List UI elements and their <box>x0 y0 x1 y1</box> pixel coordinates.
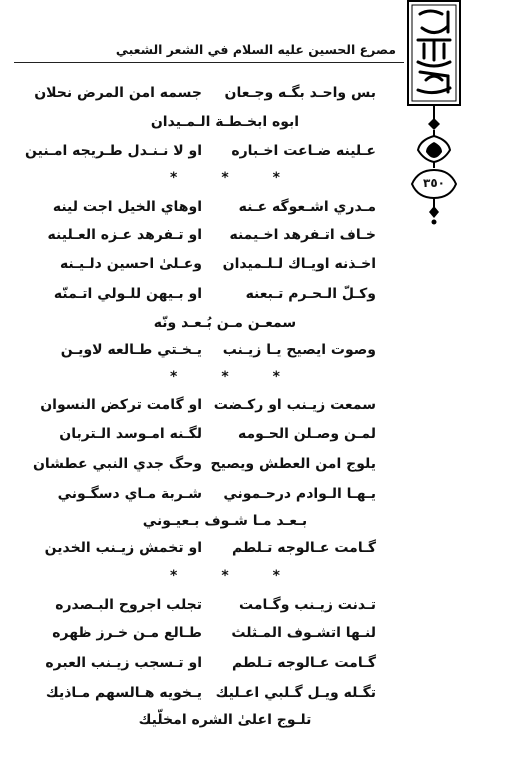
verse-line-center: سمعـن مـن بُـعـد ونّه <box>153 315 297 331</box>
ornament-graphic <box>402 0 466 230</box>
verse-line-left: يـخويه هـالسهم مـاذيك <box>45 685 202 701</box>
verse-line-left: او تـفرهد عـزه العـلينه <box>47 227 202 243</box>
separator-star: * <box>170 568 178 584</box>
verse-line-center: بـعـد مـا شـوف بـعيـوني <box>142 513 308 529</box>
verse-line-right: وصوت ايصيح يـا زيـنب <box>222 342 376 358</box>
page-number: ٣٥٠ <box>423 176 445 190</box>
verse-line-center: ابوه ابخـطـة الـمـيدان <box>150 114 300 130</box>
verse-line-right: بس واحـد بگـه وجـعان <box>224 85 376 101</box>
verse-line-right: مـدري اشـعوگه عـنه <box>238 199 376 215</box>
verse-line-left: تجلب اجروح البـصدره <box>55 597 202 613</box>
verse-line-left: شـربة مـاي دسگـوني <box>57 486 202 502</box>
separator-star: * <box>170 369 178 385</box>
verse-line-right: يلوج امن العطش ويصيح <box>210 456 376 472</box>
verse-line-left: جسمه امن المرض نحلان <box>34 85 202 101</box>
verse-line-right: سمعت زيـنب او ركـضت <box>213 397 376 413</box>
verse-line-right: لمـن وصـلن الحـومه <box>238 426 376 442</box>
separator-star: * <box>221 568 229 584</box>
verse-line-right: تـدنت زيـنب وگـامت <box>239 597 376 613</box>
header-divider <box>14 62 404 63</box>
verse-line-right: خـاف اتـفرهد اخـيمنه <box>229 227 376 243</box>
verse-line-left: وعـلىٰ احسين دلـيـنه <box>59 256 202 272</box>
verse-line-left: او تـسجب زيـنب العبره <box>45 655 202 671</box>
separator-star: * <box>221 170 229 186</box>
separator-star: * <box>170 170 178 186</box>
stanza-separator <box>170 566 280 586</box>
verse-line-left: طـالع مـن خـرز ظهره <box>52 625 202 641</box>
verse-line-right: وكـلّ الـحـرم تـبعنه <box>245 286 376 302</box>
verse-line-right: يـهـا الـوادم درحـموني <box>223 486 376 502</box>
verse-line-right: گـامت عـالوجه تـلطم <box>231 540 376 556</box>
page-header-title: مصرع الحسين عليه السلام في الشعر الشعبي <box>115 42 396 57</box>
stanza-separator <box>170 367 280 387</box>
verse-line-right: گـامت عـالوجه تـلطم <box>231 655 376 671</box>
verse-line-left: او گامت تركض النسوان <box>40 397 202 413</box>
verse-line-left: وحگ جدي النبي عطشان <box>32 456 202 472</box>
verse-line-left: لگـنه امـوسد الـتربان <box>59 426 202 442</box>
verse-line-left: يـخـتي طـالعه لاويـن <box>60 342 202 358</box>
verse-line-center: تلـوج اعلىٰ الشره امخلّيك <box>138 712 312 728</box>
calligraphy-ornament <box>402 0 466 230</box>
verse-line-left: اوهاي الخيل اجت لينه <box>52 199 202 215</box>
verse-line-right: تگـله ويـل گـلبي اعـليك <box>215 685 376 701</box>
separator-star: * <box>221 369 229 385</box>
stanza-separator <box>170 168 280 188</box>
separator-star: * <box>272 170 280 186</box>
verse-line-right: لنـها اتشـوف المـثلث <box>231 625 376 641</box>
verse-line-left: او لا نـنـدل طـريجه امـنين <box>25 143 202 159</box>
verse-line-right: اخـذنه اويـاك لـلـميدان <box>222 256 376 272</box>
verse-line-left: او تخمش زيـنب الخدين <box>44 540 202 556</box>
separator-star: * <box>272 568 280 584</box>
verse-line-left: او بـيهن للـولي اتـمنّه <box>53 286 202 302</box>
separator-star: * <box>272 369 280 385</box>
verse-line-right: عـلينه ضـاعت اخـباره <box>231 143 376 159</box>
